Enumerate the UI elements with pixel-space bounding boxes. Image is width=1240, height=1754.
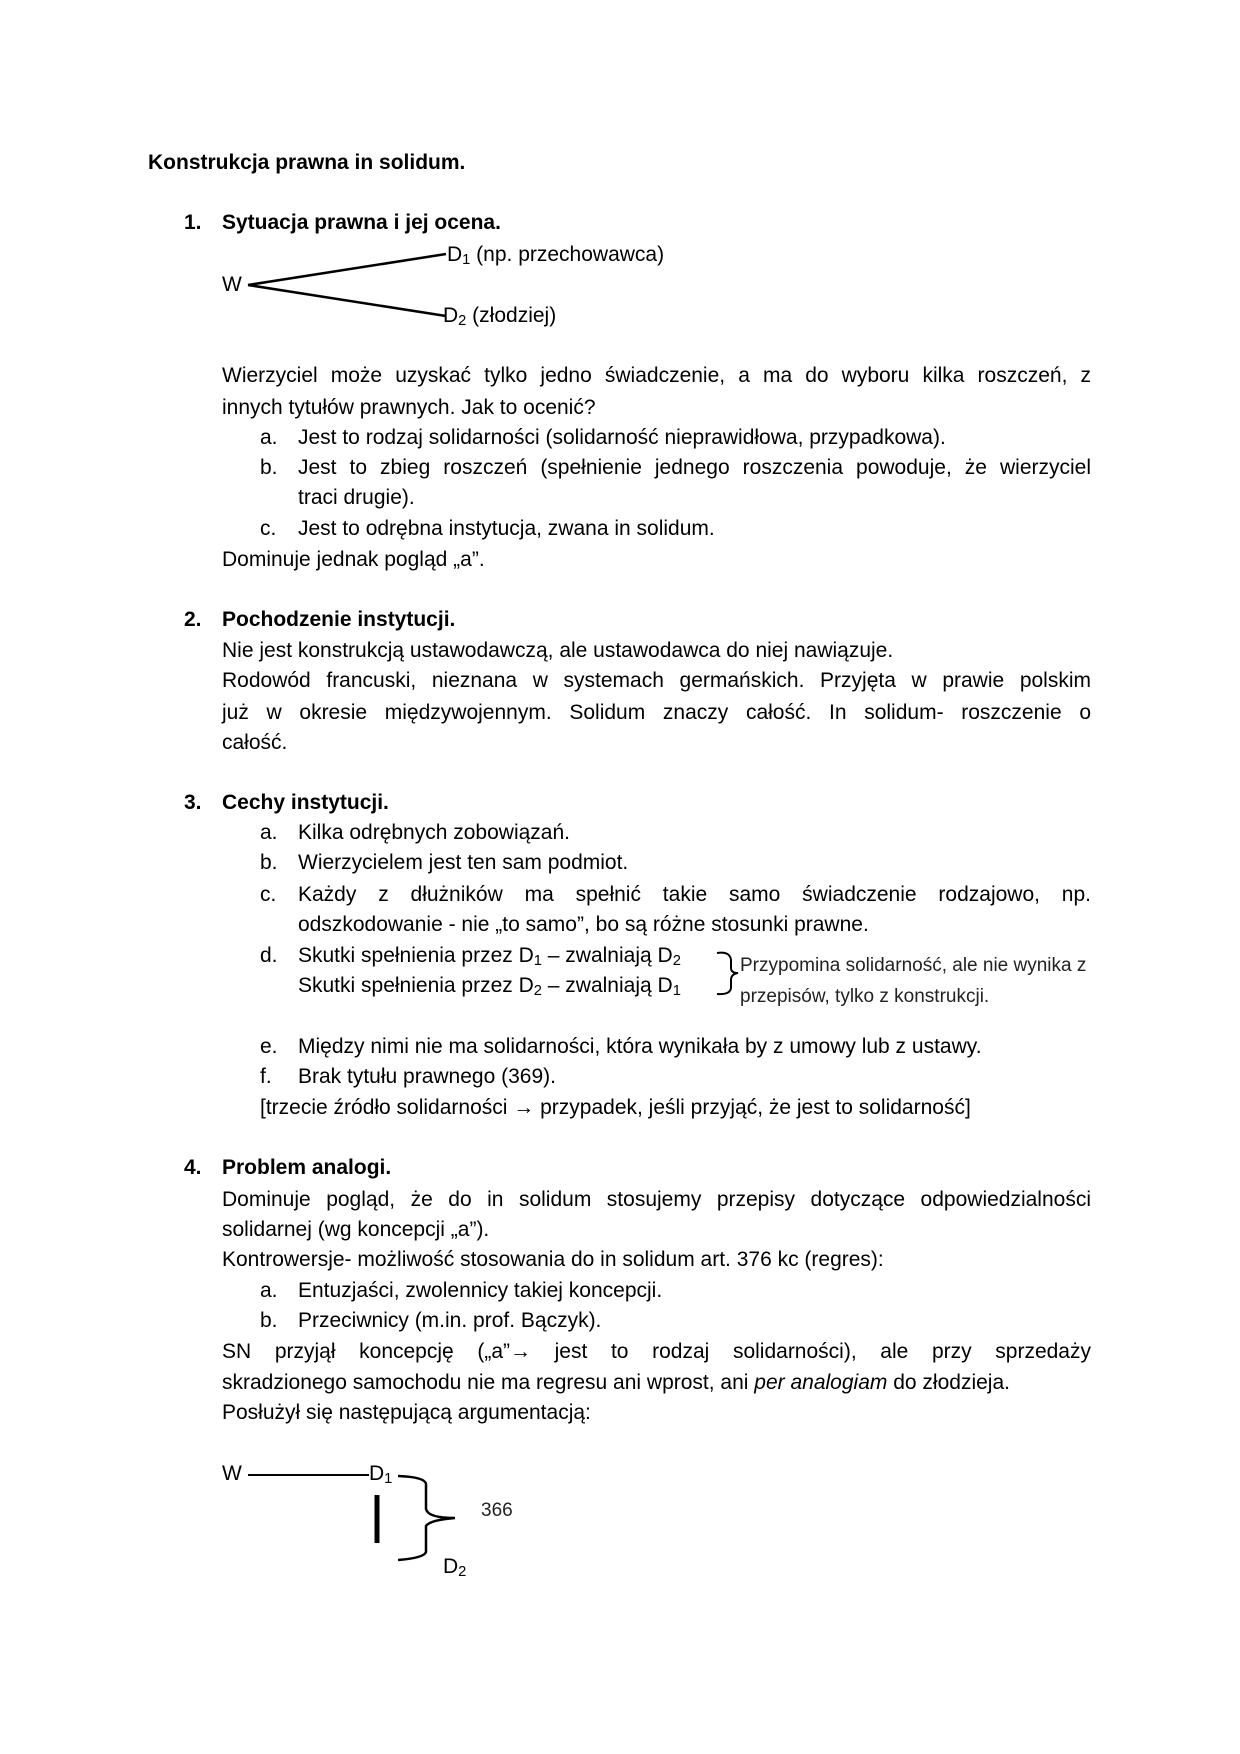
diagram-d1-label: $D_1$ (np. przechowawca) (447, 243, 665, 268)
list-letter: d. (260, 944, 278, 967)
list-item: Jest to odrębna instytucja, zwana in solidum. (298, 517, 715, 540)
curly-brace-d (717, 953, 738, 994)
list-item: Między nimi nie ma solidarności, która wynikała by z umowy lub z ustawy. (298, 1035, 982, 1058)
section-1-number: 1. (184, 211, 202, 234)
section-2-number: 2. (184, 608, 202, 631)
list-letter: a. (260, 821, 278, 844)
list-item: traci drugie). (298, 486, 415, 509)
paragraph-line: całość. (222, 731, 288, 754)
list-letter: b. (260, 1309, 278, 1332)
list-item: Wierzycielem jest ten sam podmiot. (298, 851, 629, 874)
list-letter: b. (260, 851, 278, 874)
list-letter: e. (260, 1035, 278, 1058)
conclusion: Dominuje jednak pogląd „a”. (222, 548, 485, 571)
paragraph-line: Kontrowersje- możliwość stosowania do in solidum art. 376 kc (regres): (222, 1248, 884, 1271)
list-item: Kilka odrębnych zobowiązań. (298, 821, 570, 844)
list-item: Jest to rodzaj solidarności (solidarność nieprawidłowa, przypadkowa). (298, 426, 946, 449)
paragraph-line: już w okresie międzywojennym. Solidum znaczy całość. In solidum- roszczenie o (222, 701, 1091, 724)
side-note: Przypomina solidarność, ale nie wynika z (740, 955, 1087, 976)
w-d2-line (248, 285, 446, 316)
list-item: Przeciwnicy (m.in. prof. Bączyk). (298, 1309, 602, 1332)
section-2-heading: Pochodzenie instytucji. (222, 608, 456, 631)
paragraph-line: skradzionego samochodu nie ma regresu ani wprost, ani per analogiam do złodzieja. (222, 1371, 1010, 1394)
paragraph-line: Dominuje pogląd, że do in solidum stosujemy przepisy dotyczące odpowiedzialności (222, 1188, 1091, 1211)
list-letter: c. (260, 883, 277, 906)
paragraph-line: Posłużył się następującą argumentacją: (222, 1401, 591, 1424)
paragraph-line: innych tytułów prawnych. Jak to ocenić? (222, 396, 596, 419)
list-item: Skutki spełnienia przez $D_2$ – zwalniają $D_1$ (298, 974, 681, 999)
section-3-heading: Cechy instytucji. (222, 791, 389, 814)
list-letter: a. (260, 1279, 278, 1302)
side-note: przepisów, tylko z konstrukcji. (740, 986, 990, 1007)
list-item: Każdy z dłużników ma spełnić takie samo świadczenie rodzajowo, np. (298, 883, 1091, 906)
list-letter: c. (260, 517, 277, 540)
diagram-d2-label: $D_2$ (złodziej) (443, 304, 557, 329)
list-item: Brak tytułu prawnego (369). (298, 1065, 556, 1088)
section-1-heading: Sytuacja prawna i jej ocena. (222, 211, 501, 234)
section-3-number: 3. (184, 791, 202, 814)
paragraph-line: SN przyjął koncepcję („a”→ jest to rodzaj solidarności), ale przy sprzedaży (222, 1340, 1091, 1363)
list-letter: f. (260, 1065, 272, 1088)
curly-brace-366 (398, 1476, 455, 1560)
list-item: [trzecie źródło solidarności → przypadek, jeśli przyjąć, że jest to solidarność] (260, 1096, 971, 1119)
paragraph-line: solidarnej (wg koncepcji „a”). (222, 1218, 490, 1241)
w-d1-line (248, 254, 446, 285)
paragraph-line: Nie jest konstrukcją ustawodawczą, ale ustawodawca do niej nawiązuje. (222, 639, 894, 662)
diagram-w-label: W (222, 273, 242, 296)
diagram2-d2-label: $D_2$ (443, 1555, 467, 1580)
paragraph-line: Wierzyciel może uzyskać tylko jedno świadczenie, a ma do wyboru kilka roszczeń, z (222, 364, 1091, 387)
list-letter: a. (260, 426, 278, 449)
diagram2-article-label: 366 (481, 1500, 513, 1521)
list-item: Entuzjaści, zwolennicy takiej koncepcji. (298, 1279, 663, 1302)
list-item: odszkodowanie - nie „to samo”, bo są różne stosunki prawne. (298, 913, 869, 936)
list-letter: b. (260, 456, 278, 479)
list-item: Jest to zbieg roszczeń (spełnienie jednego roszczenia powoduje, że wierzyciel (298, 456, 1091, 479)
list-item: Skutki spełnienia przez $D_1$ – zwalniają $D_2$ (298, 944, 681, 969)
section-4-heading: Problem analogi. (222, 1156, 392, 1179)
section-4-number: 4. (184, 1156, 202, 1179)
document-title: Konstrukcja prawna in solidum. (148, 151, 466, 174)
diagram2-d1-label: $D_1$ (369, 1462, 393, 1487)
diagram2-w-label: W (222, 1462, 242, 1485)
paragraph-line: Rodowód francuski, nieznana w systemach germańskich. Przyjęta w prawie polskim (222, 669, 1091, 692)
